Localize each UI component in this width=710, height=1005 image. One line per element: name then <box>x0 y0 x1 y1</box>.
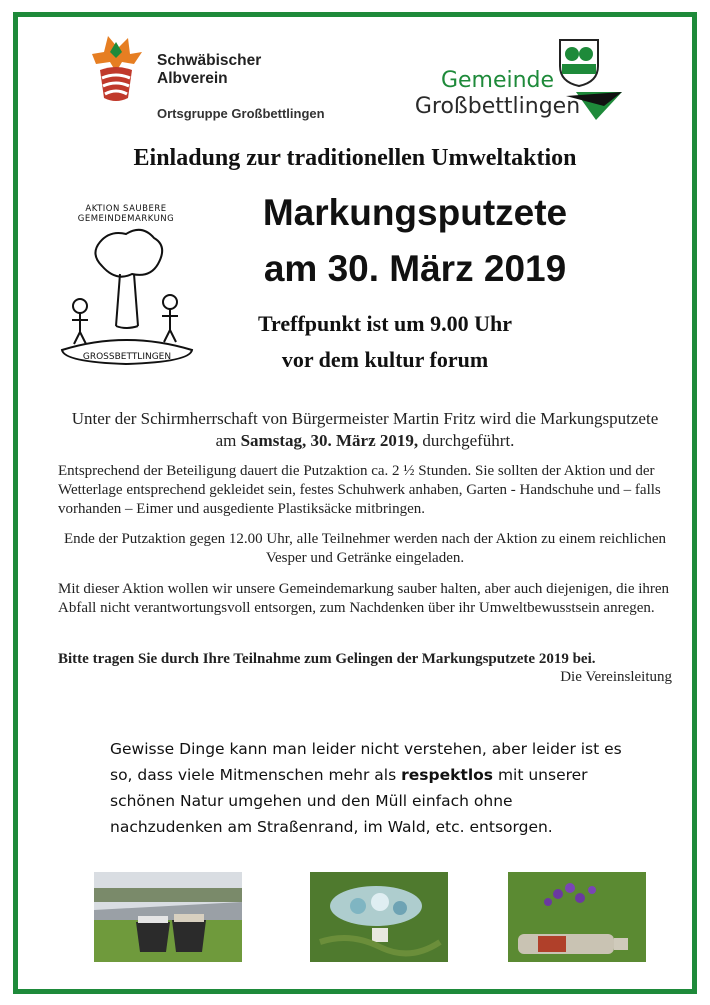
patronage-date: Samstag, 30. März 2019, <box>240 431 419 450</box>
photo-buckets-roadside <box>94 872 242 962</box>
campaign-badge-top-text: AKTION SAUBERE GEMEINDEMARKUNG <box>77 204 175 224</box>
municipality-line1: Gemeinde <box>440 68 555 93</box>
albverein-name <box>157 52 261 88</box>
albverein-name-line1: Schwäbischer <box>157 52 262 69</box>
event-title: Markungsputzete <box>262 192 568 233</box>
meeting-info <box>180 306 590 378</box>
patronage-text: Unter der Schirmherrschaft von Bürgermeister Martin Fritz wird die Markungsputzete am <box>71 409 659 450</box>
patronage-paragraph <box>60 408 670 452</box>
remark-paragraph <box>110 736 630 840</box>
call-to-action: Bitte tragen Sie durch Ihre Teilnahme zum Gelingen der Markungsputzete 2019 bei. <box>58 651 596 667</box>
municipality-line2: Großbettlingen <box>414 94 581 119</box>
meeting-time: Treffpunkt ist um 9.00 Uhr <box>257 311 513 336</box>
invitation-heading: Einladung zur traditionellen Umweltaktion <box>133 145 577 171</box>
patronage-text-end: durchgeführt. <box>418 431 515 450</box>
albverein-logo-icon <box>88 32 144 104</box>
remark-text: Gewisse Dinge kann man leider nicht verstehen, aber leider ist es so, dass viele Mitmenschen mehr als <box>110 740 622 784</box>
remark-bold: respektlos <box>401 766 494 784</box>
photo-plastic-bag-trash <box>310 872 448 962</box>
campaign-badge-town: GROSSBETTLINGEN <box>82 352 172 362</box>
purpose-paragraph: Mit dieser Aktion wollen wir unsere Gemeindemarkung sauber halten, aber auch diejenigen, die ihren Abfall nicht verantwortungsvoll entsorgen, zum Nachdenken über ihr Umweltbewusstsein anregen. <box>58 581 670 616</box>
albverein-group: Ortsgruppe Großbettlingen <box>157 106 325 121</box>
duration-paragraph: Entsprechend der Beteiligung dauert die Putzaktion ca. 2 ½ Stunden. Sie sollten der Aktion und der Wetterlage entsprechend gekleidet sein, festes Schuhwerk anhaben, Garten - Handschuhe und – falls vorhanden – Eimer und ausgediente Plastiksäcke mitbringen. <box>58 463 661 517</box>
meeting-place: vor dem kultur forum <box>281 347 489 372</box>
end-paragraph: Ende der Putzaktion gegen 12.00 Uhr, alle Teilnehmer werden nach der Aktion zu einem reichlichen Vesper und Getränke eingeladen. <box>63 531 667 566</box>
remark-text-end: mit unserer schönen Natur umgehen und den Müll einfach ohne nachzudenken am Straßenrand, im Wald, etc. entsorgen. <box>110 766 588 836</box>
signature: Die Vereinsleitung <box>560 669 672 685</box>
albverein-name-line2: Albverein <box>157 70 228 87</box>
event-date-title: am 30. März 2019 <box>263 248 567 289</box>
municipality-emblem-icon <box>556 36 626 122</box>
photo-bottle-violets <box>508 872 646 962</box>
